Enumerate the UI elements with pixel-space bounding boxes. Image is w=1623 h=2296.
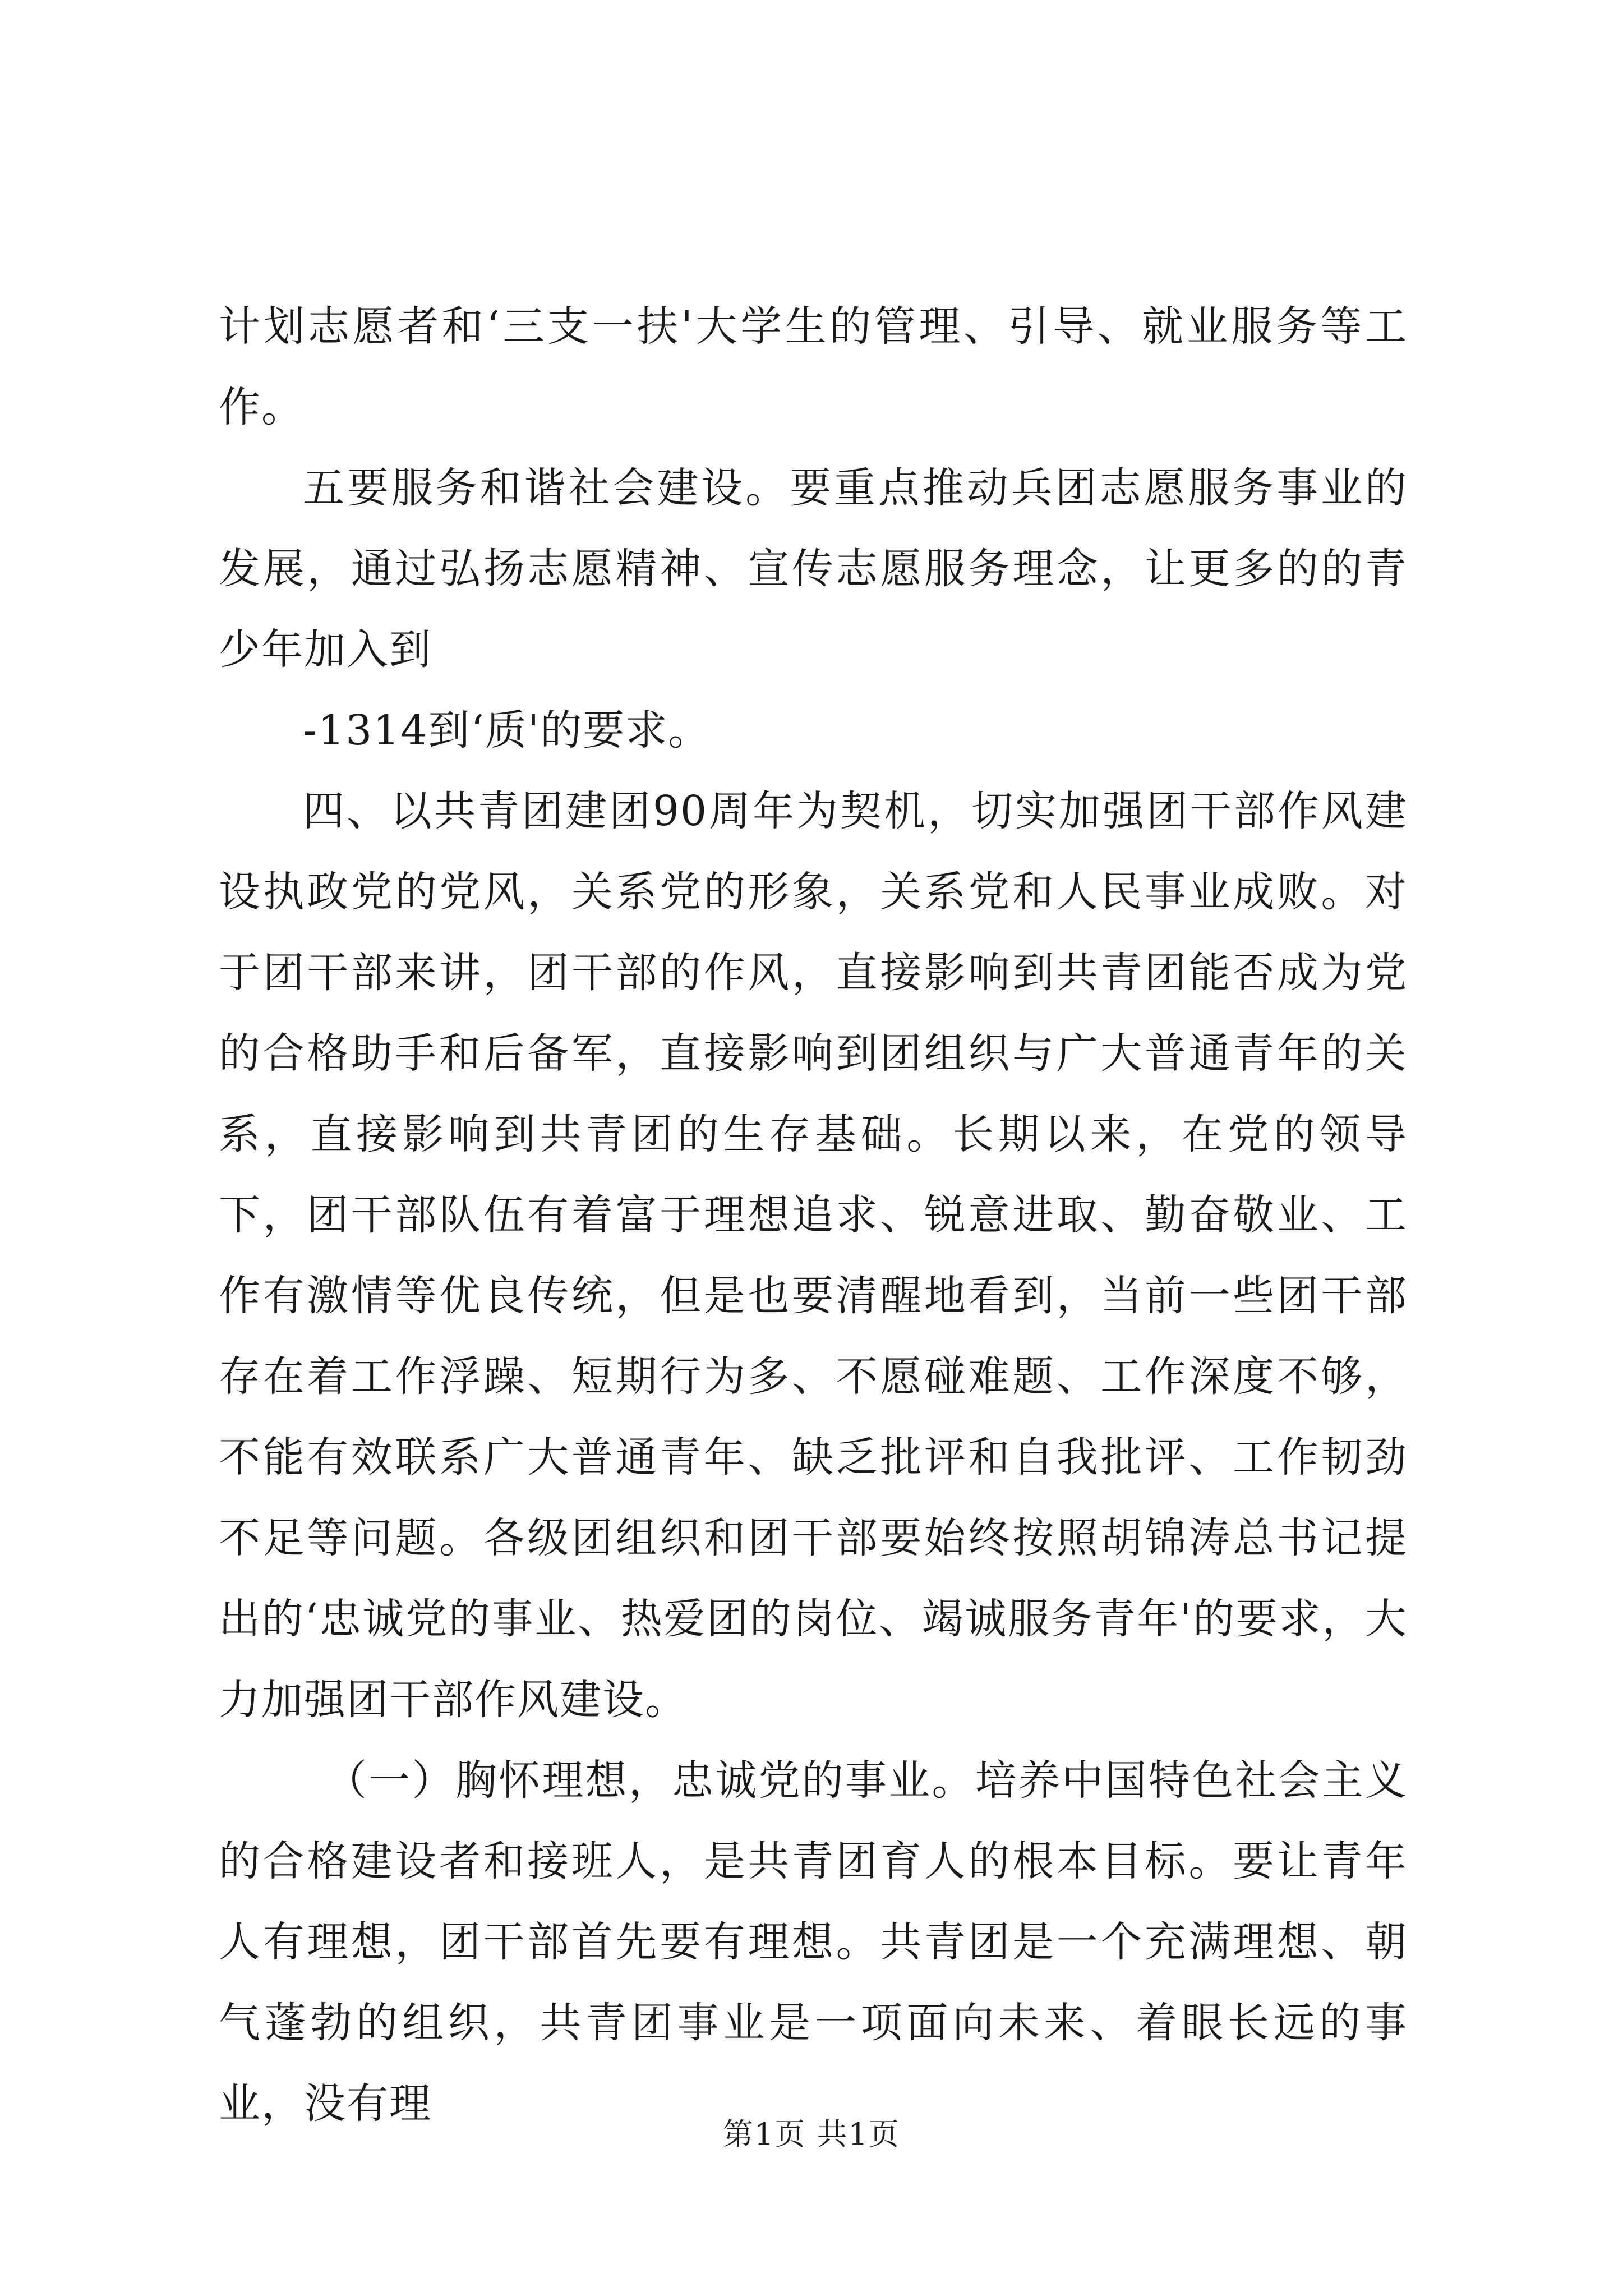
paragraph-four-anniversary: 四、以共青团建团90周年为契机，切实加强团干部作风建设执政党的党风，关系党的形象，关系党和人民事业成败。对于团干部来讲，团干部的作风，直接影响到共青团能否成为党的合格助手和后备军，直接影响到团组织与广大普通青年的关系，直接影响到共青团的生存基础。长期以来，在党的领导下，团干部队伍有着富于理想追求、锐意进取、勤奋敬业、工作有激情等优良传统，但是也要清醒地看到，当前一些团干部存在着工作浮躁、短期行为多、不愿碰难题、工作深度不够，不能有效联系广大普通青年、缺乏批评和自我批评、工作韧劲不足等问题。各级团组织和团干部要始终按照胡锦涛总书记提出的‘忠诚党的事业、热爱团的岗位、竭诚服务青年'的要求，大力加强团干部作风建设。 (219, 787, 1408, 1724)
paragraph-five-service: 五要服务和谐社会建设。要重点推动兵团志愿服务事业的发展，通过弘扬志愿精神、宣传志愿服务理念，让更多的的青少年加入到 (219, 464, 1408, 674)
paragraph-continuation: 计划志愿者和‘三支一扶'大学生的管理、引导、就业服务等工作。 (219, 302, 1408, 431)
paragraph-one-ideals: （一）胸怀理想，忠诚党的事业。培养中国特色社会主义的合格建设者和接班人，是共青团育人的根本目标。要让青年人有理想，团干部首先要有理想。共青团是一个充满理想、朝气蓬勃的组织，共青团事业是一项面向未来、着眼长远的事业，没有理 (219, 1756, 1408, 2128)
page-footer (0, 2115, 1623, 2154)
document-body (219, 286, 1408, 2144)
page-number-label: 第1页 共1页 (723, 2116, 900, 2152)
paragraph-fragment: -1314到‘质'的要求。 (303, 706, 711, 754)
